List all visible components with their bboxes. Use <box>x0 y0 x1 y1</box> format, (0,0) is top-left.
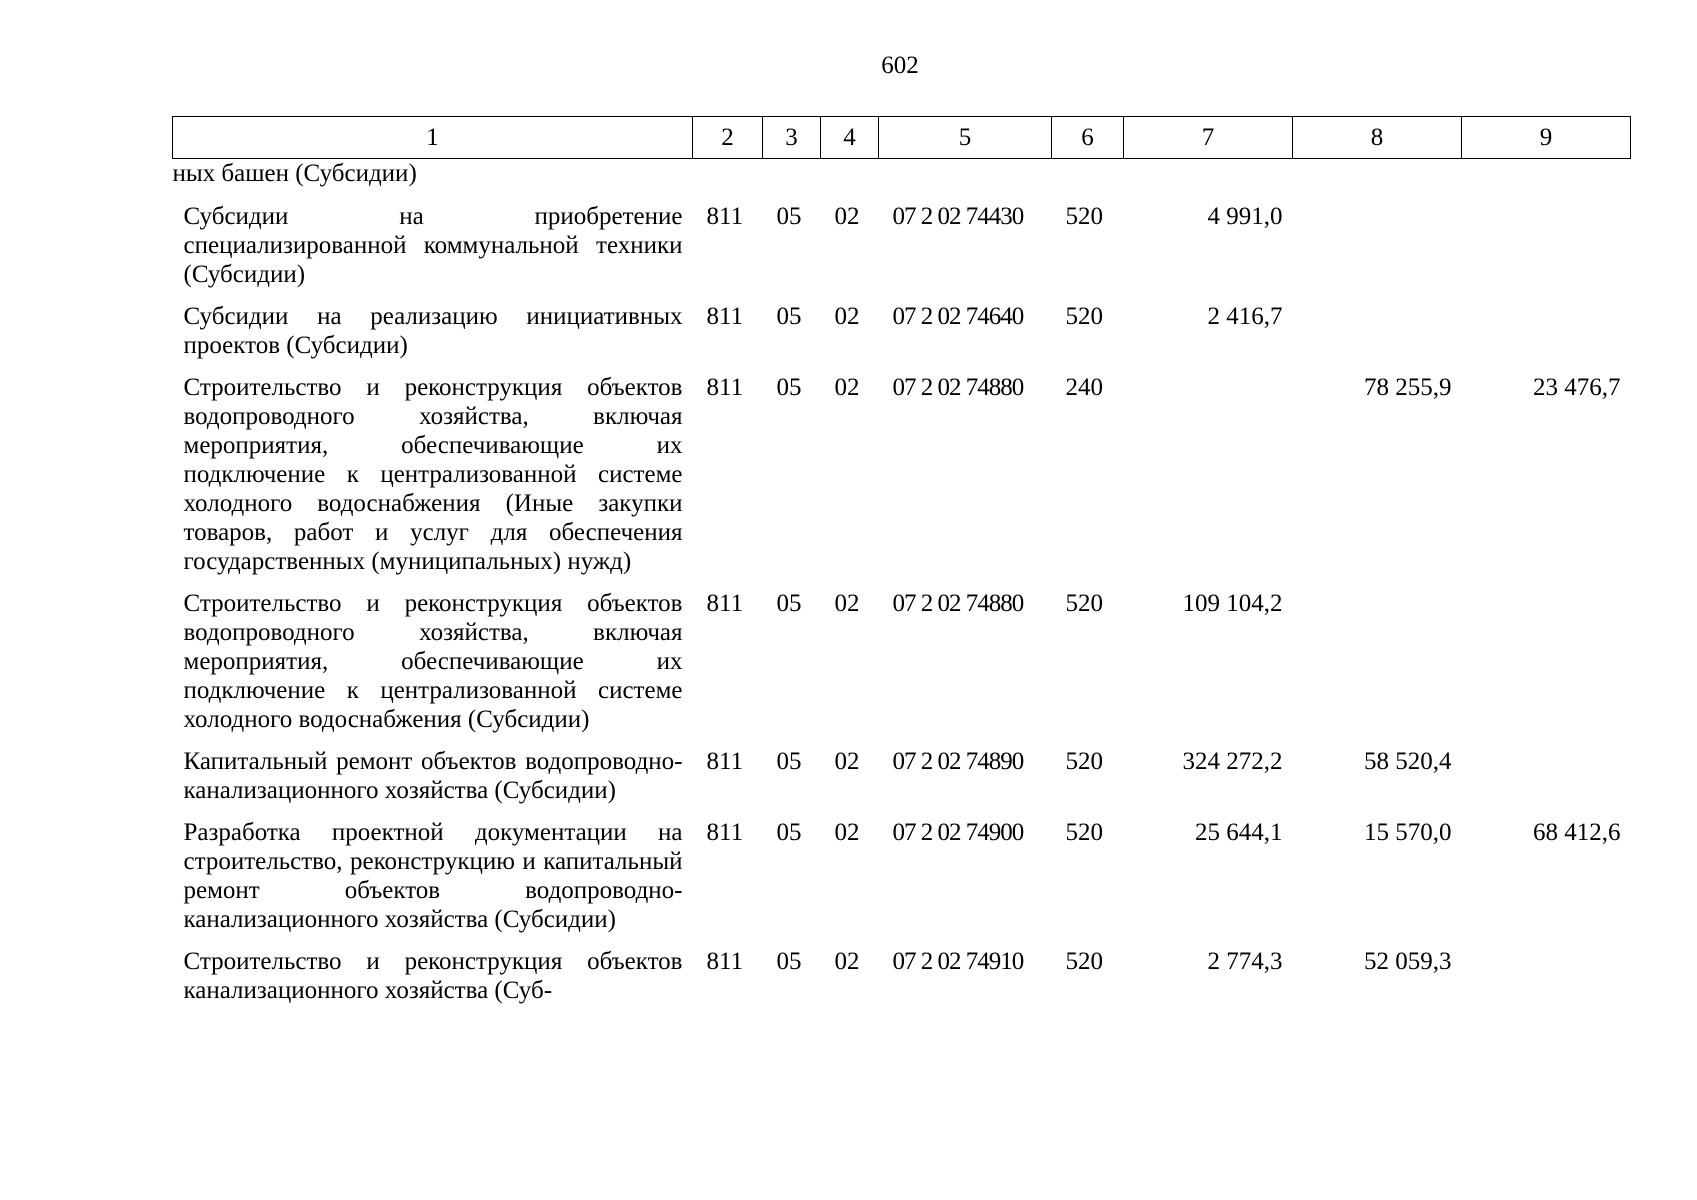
row-target-article: 07 2 02 74880 <box>892 374 1024 401</box>
row-target-article: 07 2 02 74900 <box>892 819 1024 846</box>
row-description: Разработка проектной документации на строительство, реконструкцию и капитальный ремонт объектов водопроводно-канализационного хозяйства (Субсидии) <box>183 819 683 933</box>
row-description: Строительство и реконструкция объектов канализационного хозяйства (Суб- <box>183 948 683 1004</box>
row-amount-7: 25 644,1 <box>1195 819 1283 846</box>
row-expense-type: 520 <box>1065 948 1103 975</box>
row-description: Строительство и реконструкция объектов водопроводного хозяйства, включая мероприятия, обеспечивающие их подключение к централизованной системе холодного водоснабжения (Иные закупки товаров, работ и услуг для обеспечения государственных (муниципальных) нужд) <box>183 374 683 575</box>
row-section: 05 <box>776 590 802 617</box>
row-grbs: 811 <box>706 590 744 617</box>
row-amount-9 <box>1462 202 1631 302</box>
row-subsection: 02 <box>834 948 860 975</box>
row-expense-type: 520 <box>1065 590 1103 617</box>
row-section: 05 <box>776 203 802 230</box>
row-amount-8 <box>1293 589 1462 747</box>
row-amount-9 <box>1462 947 1631 1018</box>
row-grbs: 811 <box>706 374 744 401</box>
row-amount-8 <box>1293 302 1462 373</box>
row-grbs: 811 <box>706 948 744 975</box>
continuation-text: ных башен (Субсидии) <box>172 160 417 187</box>
row-amount-8: 52 059,3 <box>1364 948 1452 975</box>
row-target-article: 07 2 02 74640 <box>892 303 1024 330</box>
row-description: Капитальный ремонт объектов водопроводно-канализационного хозяйства (Субсидии) <box>183 748 683 804</box>
table-row <box>173 818 1631 947</box>
table-row <box>173 373 1631 589</box>
table-row <box>173 589 1631 747</box>
table-body <box>173 159 1631 1019</box>
row-amount-8: 78 255,9 <box>1364 374 1452 401</box>
col-header-8: 8 <box>1293 117 1462 159</box>
row-expense-type: 240 <box>1065 374 1103 401</box>
row-amount-8: 15 570,0 <box>1364 819 1452 846</box>
row-description: Субсидии на приобретение специализированной коммунальной техники (Субсидии) <box>183 203 683 288</box>
row-subsection: 02 <box>834 590 860 617</box>
row-amount-7: 4 991,0 <box>1207 203 1283 230</box>
row-amount-8: 58 520,4 <box>1364 748 1452 775</box>
row-section: 05 <box>776 374 802 401</box>
row-grbs: 811 <box>706 203 744 230</box>
row-grbs: 811 <box>706 748 744 775</box>
row-amount-9 <box>1462 589 1631 747</box>
col-header-5: 5 <box>879 117 1052 159</box>
table-row <box>173 747 1631 818</box>
row-amount-7: 2 774,3 <box>1207 948 1283 975</box>
row-section: 05 <box>776 303 802 330</box>
row-target-article: 07 2 02 74430 <box>892 203 1024 230</box>
row-amount-9: 23 476,7 <box>1533 374 1621 401</box>
table-header <box>173 117 1631 159</box>
row-section: 05 <box>776 948 802 975</box>
budget-table <box>172 116 1631 1018</box>
col-header-9: 9 <box>1462 117 1631 159</box>
row-description: Строительство и реконструкция объектов водопроводного хозяйства, включая мероприятия, обеспечивающие их подключение к централизованной системе холодного водоснабжения (Субсидии) <box>183 590 683 733</box>
row-grbs: 811 <box>706 819 744 846</box>
row-section: 05 <box>776 748 802 775</box>
row-target-article: 07 2 02 74910 <box>892 948 1024 975</box>
row-grbs: 811 <box>706 303 744 330</box>
row-description: Субсидии на реализацию инициативных проектов (Субсидии) <box>183 303 683 359</box>
row-subsection: 02 <box>834 819 860 846</box>
row-subsection: 02 <box>834 203 860 230</box>
page-number: 602 <box>881 52 919 79</box>
row-expense-type: 520 <box>1065 203 1103 230</box>
row-amount-7: 2 416,7 <box>1207 303 1283 330</box>
row-subsection: 02 <box>834 374 860 401</box>
col-header-4: 4 <box>821 117 879 159</box>
table-row <box>173 302 1631 373</box>
row-amount-9: 68 412,6 <box>1533 819 1621 846</box>
row-amount-9 <box>1462 302 1631 373</box>
col-header-2: 2 <box>693 117 763 159</box>
row-amount-9 <box>1462 747 1631 818</box>
row-amount-8 <box>1293 202 1462 302</box>
row-expense-type: 520 <box>1065 303 1103 330</box>
row-expense-type: 520 <box>1065 748 1103 775</box>
row-amount-7: 109 104,2 <box>1182 590 1283 617</box>
row-section: 05 <box>776 819 802 846</box>
row-amount-7 <box>1124 373 1293 589</box>
col-header-3: 3 <box>763 117 821 159</box>
row-amount-7: 324 272,2 <box>1182 748 1283 775</box>
row-target-article: 07 2 02 74880 <box>892 590 1024 617</box>
table-row <box>173 947 1631 1018</box>
header-row <box>173 117 1631 159</box>
row-subsection: 02 <box>834 303 860 330</box>
continuation-row <box>173 159 1631 203</box>
col-header-6: 6 <box>1052 117 1124 159</box>
col-header-1: 1 <box>173 117 693 159</box>
row-expense-type: 520 <box>1065 819 1103 846</box>
row-target-article: 07 2 02 74890 <box>892 748 1024 775</box>
row-subsection: 02 <box>834 748 860 775</box>
col-header-7: 7 <box>1124 117 1293 159</box>
table-row <box>173 202 1631 302</box>
